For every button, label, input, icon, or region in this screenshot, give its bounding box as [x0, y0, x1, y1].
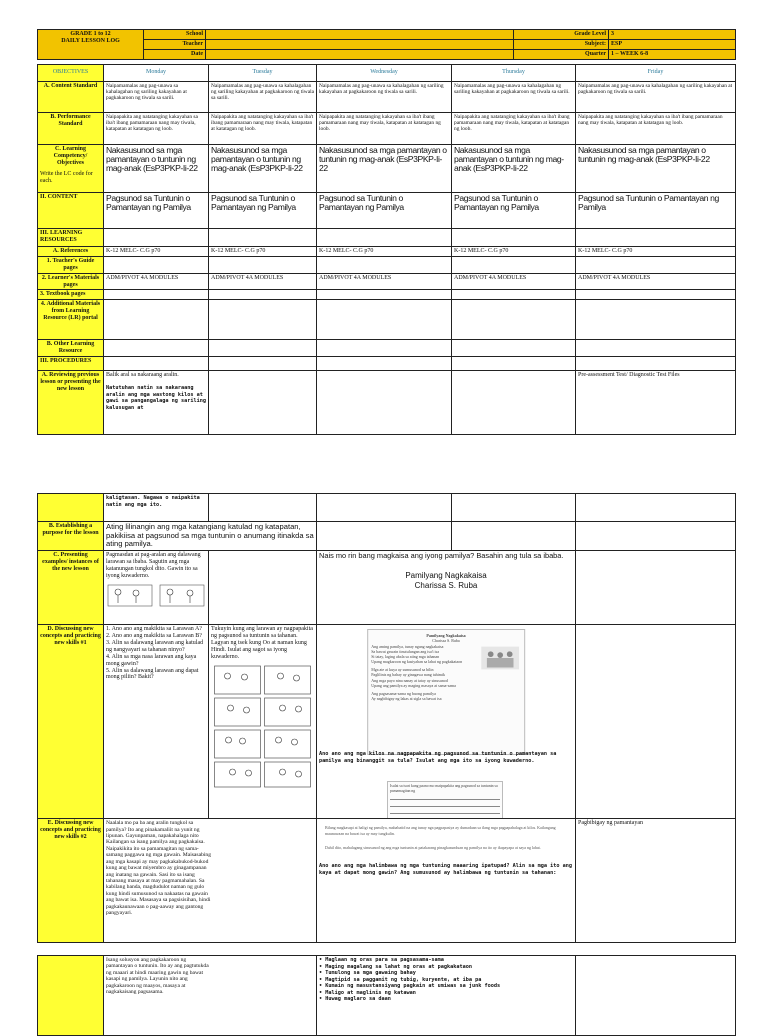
- d1-wed-hand: Ano ano ang mga kilos na nagpapakita ng pagsunod sa tuntunin o pamantayan sa pamilya ang binanggit sa tula? Isulat ang mga ito sa iyong kuwaderno.: [319, 751, 557, 764]
- content-wed: Pagsunod sa Tuntunin o Pamantayan ng Pamilya: [317, 193, 452, 229]
- poem-thumb-line-3: Upang magkaroon ng kasiyahan sa lahat ng pagkakataon: [371, 659, 463, 665]
- learners-materials-label: 2. Learner's Materials pages: [38, 273, 104, 290]
- lm-tue: ADM/PIVOT 4A MODULES: [209, 273, 317, 290]
- day-wednesday: Wednesday: [317, 65, 452, 82]
- bullet-5-text: Maligo at maglinis ng katawan: [325, 989, 416, 996]
- bullet-0-text: Maglaan ng oras para sa pagsasama-sama: [325, 957, 444, 963]
- write-lc-note: Write the LC code for each.: [40, 170, 93, 184]
- poem-thumb-line-4: Mga ate at kuya ay sumusunod sa bilin: [371, 667, 434, 673]
- references-mon: K-12 MELC- C.G p70: [104, 247, 209, 257]
- references-wed: K-12 MELC- C.G p70: [317, 247, 452, 257]
- other-resources-label: B. Other Learning Resource: [38, 340, 104, 357]
- poem-thumb-line-9: Ay nagbibigay ng lakas at sigla sa bawat isa: [371, 696, 442, 702]
- learning-resources-label: III. LEARNING RESOURCES: [38, 229, 104, 247]
- picture-grid-icon: [211, 664, 314, 789]
- reviewing-label: A. Reviewing previous lesson or presenting the new lesson: [38, 371, 104, 435]
- bullet-4: • Kumain ng masustansiyang pagkain at umiwas sa junk foods: [319, 983, 501, 989]
- content-standard-mon: Naipamamalas ang pag-unawa sa kahalagahan ng sariling kakayahan at pagkakaroon ng tiwala sa sarili.: [104, 82, 209, 113]
- lm-mon: ADM/PIVOT 4A MODULES: [104, 273, 209, 290]
- poem-thumbnail: [367, 629, 525, 755]
- poem-thumb-line-1: Sa bawat gawain tinutulungan ang isa't isa: [371, 648, 440, 654]
- performance-standard-fri: Naipapakita ang natatanging kakayahan sa iba't ibang pamamaraan nang may tiwala, katapatan at katatagan ng loob.: [576, 113, 736, 145]
- reviewing-mon-hand: Natutuhan natin sa nakaraang aralin ang mga wastong kilos at gawi sa pangangalaga ng sariling kalusugan at: [106, 385, 206, 411]
- poem-thumb-line-0: Ang aming pamilya, tunay ngang nagkakaisa: [371, 643, 444, 649]
- poem-thumb-title: Pamilyang Nagkakaisa: [426, 633, 466, 639]
- day-monday: Monday: [104, 65, 209, 82]
- d1-q2: 2. Ano ano ang makikita sa Larawan B?: [106, 633, 202, 640]
- family-drawing-icon: [481, 646, 519, 670]
- worksheet-instruction: Isulat sa tsart kung paano mo maipapakita ang pagsunod sa tuntunin sa pamamagitan ng: [390, 784, 498, 793]
- d1-q4: 4. Alin sa mga nasa larawan ang kaya mong gawin?: [106, 653, 197, 667]
- competency-mon: Nakasusunod sa mga pamantayan o tuntunin ng mag-anak (EsP3PKP-Ii-22: [104, 145, 209, 193]
- performance-standard-mon: Naipapakita ang natatanging kakayahan sa iba't ibang pamamaraan nang may tiwala, katapatan at katatagan ng loob.: [104, 113, 209, 145]
- teacher-label: Teacher: [144, 39, 206, 49]
- poem-thumb-author: Charissa S. Ruba: [432, 638, 460, 644]
- reviewing-fri: Pre-assessment Test/ Diagnostic Test Files: [576, 371, 736, 435]
- bullet-1-text: Maging magalang sa lahat ng oras at pagkakataon: [325, 963, 473, 970]
- bullet-3: • Magtipid sa paggamit ng tubig, kuryente, at iba pa: [319, 976, 482, 983]
- presenting-wed: [317, 551, 576, 625]
- date-value[interactable]: [206, 49, 514, 59]
- presenting-mon-text: Pagmasdan at pag-aralan ang dalawang larawan sa ibaba. Sagutin ang mga katanungan tungkol dito. Gawin ito sa iyong kuwaderno.: [106, 552, 201, 579]
- lesson-log-grid-1: [37, 64, 736, 435]
- competency-thu: Nakasusunod sa mga pamantayan o tuntunin ng mag-anak (EsP3PKP-Ii-22: [452, 145, 576, 193]
- competency-wed: Nakasusunod sa mga pamantayan o tuntunin ng mag-anak (EsP3PKP-Ii-22: [317, 145, 452, 193]
- page3-mon-text: Isang solusyon ang pagkakaroon ng pamantayan o tuntunin. Ito ay ang pagtutukda ng maaari at hindi maaring gawin ng bawat kasapi ng pamilya. Layunin nito ang pagkakaroon ng maayos, masaya at nagkakaisang pagsasama.: [106, 957, 209, 996]
- establishing-text: [104, 522, 317, 551]
- lm-thu: ADM/PIVOT 4A MODULES: [452, 273, 576, 290]
- day-thursday: Thursday: [452, 65, 576, 82]
- discussing2-mon: [104, 819, 317, 943]
- references-label: A. References: [38, 247, 104, 257]
- reviewing-mon: [104, 371, 209, 435]
- competency-label: C. Learning Competency/ Objectives: [53, 146, 88, 166]
- discussing2-label: E. Discussing new concepts and practicing new skills #2: [38, 819, 104, 943]
- d1-q5: 5. Alin sa dalawang larawan ang dapat mong piliin? Bakit?: [106, 667, 199, 681]
- discussing2-fri: Pagbibigay ng pamantayan: [576, 819, 736, 943]
- grade-level-label: Grade Level: [514, 30, 609, 40]
- content-standard-thu: Naipamamalas ang pag-unawa sa kahalagahan ng sariling kakayahan at pagkakaroon ng tiwala sa sarili.: [452, 82, 576, 113]
- poem-thumb-line-8: Ang pagsasama-sama ng buong pamilya: [371, 691, 436, 697]
- content-standard-fri: Naipamamalas ang pag-unawa sa kahalagahan ng sariling kakayahan at pagkakaroon ng tiwala sa sarili.: [576, 82, 736, 113]
- bullet-1: • Maging magalang sa lahat ng oras at pagkakataon: [319, 963, 473, 970]
- discussing1-wed: [317, 625, 576, 819]
- discussing1-tue: [209, 625, 317, 819]
- competency-fri: Nakasusunod sa mga pamantayan o tuntunin ng mag-anak (EsP3PKP-Ii-22: [576, 145, 736, 193]
- discussing1-mon: [104, 625, 209, 819]
- objectives-header: OBJECTIVES: [38, 65, 104, 82]
- content-standard-tue: Naipamamalas ang pag-unawa sa kahalagahan ng sariling kakayahan at pagkakaroon ng tiwala sa sarili.: [209, 82, 317, 113]
- lm-fri: ADM/PIVOT 4A MODULES: [576, 273, 736, 290]
- quarter-label: Quarter: [514, 49, 609, 59]
- school-label: School: [144, 30, 206, 40]
- day-friday: Friday: [576, 65, 736, 82]
- bullet-2-text: Tumulong sa mga gawaing bahay: [325, 970, 416, 976]
- lm-wed: ADM/PIVOT 4A MODULES: [317, 273, 452, 290]
- poem-thumb-line-7: Upang ang pamilya ay maging masaya at sama-sama: [371, 682, 456, 688]
- school-value[interactable]: [206, 30, 514, 40]
- bullet-6-text: Huwag maglaro sa daan: [325, 996, 391, 1002]
- subject-value: ESP: [609, 39, 736, 49]
- bullet-4-text: Kumain ng masustansiyang pagkain at umiwas sa junk foods: [325, 983, 501, 989]
- date-label: Date: [144, 49, 206, 59]
- grade-line: GRADE 1 to 12: [70, 31, 111, 37]
- discussing2-wed: [317, 819, 576, 943]
- lesson-log-page-1: [37, 29, 736, 60]
- poem-title: Pamilyang Nagkakaisa: [405, 571, 487, 581]
- presenting-label: C. Presenting examples/ instances of the new lesson: [38, 551, 104, 625]
- picture-a: [106, 582, 206, 608]
- bullet-3-text: Magtipid sa paggamit ng tubig, kuryente, at iba pa: [325, 976, 482, 983]
- procedures-label: III. PROCEDURES: [38, 357, 104, 371]
- references-thu: K-12 MELC- C.G p70: [452, 247, 576, 257]
- d2-mon-text: Naalala mo pa ba ang aralin tungkol sa pamilya? Ito ang pinakamaliit na yunit ng lipunan. Gayunpaman, napakahalaga nito Kailangan sa isang pamilya ang pagkakaisa. Naipakikita ito sa pamamagitan ng sama-samang paggawa ng mga gawain. Maisasabing ang mga kasapi ay may pagkakabukod-bukod kung ang bawat miyembro ay ginagampanan ang inatang na gawain. Sasi ito sa isang tahanang masaya at may pagmamahalan. Sa kabilang banda, magdudulot naman ng gulo kung hindi sumusunod sa nakaatas na gawain ang bawat isa. Masasaya sa pagsisisihan, hindi pagkakaunawaan o pag-aaway ang gantong pangyayari.: [106, 820, 212, 917]
- content-fri: Pagsunod sa Tuntunin o Pamantayan ng Pamilya: [576, 193, 736, 229]
- performance-standard-tue: Naipapakita ang natatanging kakayahan sa iba't ibang pamamaraan nang may tiwala, katapatan at katatagan ng loob.: [209, 113, 317, 145]
- presenting-mon: [104, 551, 209, 625]
- d2-wed-hand: Ano ano ang mga halimbawa ng mga tuntuning maaaring ipatupad? Alin sa mga ito ang kaya at dapat mong gawin? Ang sumusunod ay halimbawa ng tuntunin sa tahanan:: [319, 863, 572, 876]
- textbook-label: 3. Textbook pages: [38, 290, 104, 300]
- d1-tue-text: Tukuyin kung ang larawan ay nagpapakita ng pagsunod sa tuntunin sa tahanan. Lagyan ng tsek kung Oo at naman kung Hindi. Isulat ang sagot sa iyong kuwaderno.: [211, 626, 313, 660]
- log-title-cell: [38, 30, 144, 60]
- performance-standard-thu: Naipapakita ang natatanging kakayahan sa iba't ibang pamamaraan nang may tiwala, katapatan at katatagan ng loob.: [452, 113, 576, 145]
- content-mon: Pagsunod sa Tuntunin o Pamantayan ng Pamilya: [104, 193, 209, 229]
- poem-author: Charissa S. Ruba: [414, 580, 478, 590]
- reviewing-continued: kaligtasan. Nagawa o naipakita natin ang mga ito.: [104, 494, 209, 522]
- lesson-log-page-2: [37, 493, 736, 943]
- d2-wed-small2: Dahil dito, mahalagang sinusunod ng ang mga tuntunin at patakarang pinagkasunduan ng pamilya na ito ay ikapayapa at saya ng lahat.: [325, 845, 541, 851]
- teachers-guide-label: 1. Teacher's Guide pages: [38, 256, 104, 273]
- content-tue: Pagsunod sa Tuntunin o Pamantayan ng Pamilya: [209, 193, 317, 229]
- content-thu: Pagsunod sa Tuntunin o Pamantayan ng Pamilya: [452, 193, 576, 229]
- establishing-text-span: Ating lilinangin ang mga katangiang katulad ng katapatan, pakikiisa at pagsunod sa mga tuntunin o anumang itinakda sa ating pamilya.: [106, 522, 314, 549]
- teacher-value[interactable]: [206, 39, 514, 49]
- poem-thumb-line-6: Ang mga payo nina nanay at tatay ay sinusunod: [371, 677, 448, 683]
- competency-label-cell: [38, 145, 104, 193]
- log-title: DAILY LESSON LOG: [61, 37, 120, 44]
- content-standard-label: A. Content Standard: [38, 82, 104, 113]
- performance-standard-wed: Naipapakita ang natatanging kakayahan sa iba't ibang pamamaraan nang may tiwala, katapatan at katatagan ng loob.: [317, 113, 452, 145]
- content-standard-wed: Naipamamalas ang pag-unawa sa kahalagahan ng sariling kakayahan at pagkakaroon ng tiwala sa sarili.: [317, 82, 452, 113]
- references-tue: K-12 MELC- C.G p70: [209, 247, 317, 257]
- references-fri: K-12 MELC- C.G p70: [576, 247, 736, 257]
- d1-q3: 3. Alin sa dalawang larawan ang katulad ng nangyayari sa tahanan ninyo?: [106, 639, 204, 653]
- day-tuesday: Tuesday: [209, 65, 317, 82]
- presenting-wed-text: Nais mo rin bang magkaisa ang iyong pamilya? Basahin ang tula sa ibaba.: [319, 551, 564, 561]
- reviewing-mon-print: Balik aral sa nakaraang aralin.: [106, 372, 179, 379]
- additional-materials-label: 4. Additional Materials from Learning Resource (LR) portal: [38, 300, 104, 340]
- bullet-6: • Huwag maglaro sa daan: [319, 996, 391, 1002]
- d1-q1: 1. Ano ano ang makikita sa Larawan A?: [106, 626, 202, 633]
- poem-thumb-line-2: Si tatay, laging abala sa ating mga tahanan: [371, 653, 440, 659]
- grade-level-value: 3: [609, 30, 736, 40]
- family-picture-icon: [106, 582, 206, 608]
- quarter-value: 1 – WEEK 6-8: [609, 49, 736, 59]
- competency-tue: Nakasusunod sa mga pamantayan o tuntunin ng mag-anak (EsP3PKP-Ii-22: [209, 145, 317, 193]
- bullet-0: • Maglaan ng oras para sa pagsasama-sama: [319, 957, 444, 963]
- discussing1-label: D. Discussing new concepts and practicing new skills #1: [38, 625, 104, 819]
- content-label: II. CONTENT: [38, 193, 104, 229]
- bullet-5: • Maligo at maglinis ng katawan: [319, 989, 416, 996]
- establishing-label: B. Establishing a purpose for the lesson: [38, 522, 104, 551]
- subject-label: Subject:: [514, 39, 609, 49]
- performance-standard-label: B. Performance Standard: [38, 113, 104, 145]
- worksheet-thumbnail: [387, 781, 503, 819]
- poem-thumb-line-5: Paglilinis ng bahay ay ginagawa nang tahimik: [371, 672, 445, 678]
- d2-wed-small: Bilang magkasapi at haligi ng pamilya, mababatid na ang tunay nga pagpapasiya ay dumadaan sa ilang mga pagpapahalaga at kilos. Kailangang maunawaan na bawat isa ay may tungkulin.: [325, 825, 556, 836]
- bullet-2: • Tumulong sa mga gawaing bahay: [319, 970, 416, 976]
